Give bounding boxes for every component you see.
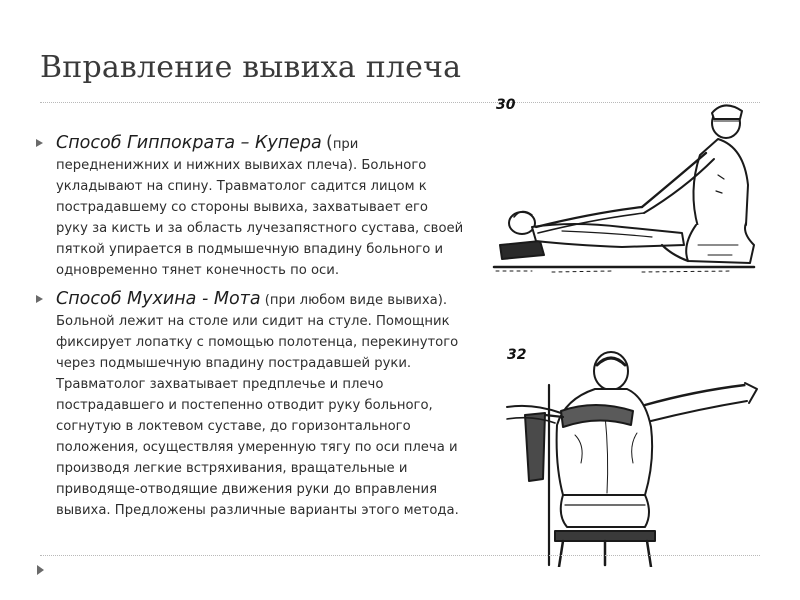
method-hippocrates <box>34 133 464 281</box>
figure-label: 30 <box>496 97 516 113</box>
method-description: (при любом виде вывиха). Больной лежит на столе или сидит на стуле. Помощник фиксирует лопатку с помощью полотенца, перекинутого через подмышечную впадину пострадавшей руки. Травматолог захватывает предплечье и плечо пострадавшего и постепенно отводит руку больного, согнутую в локтевом суставе, до горизонтального положения, осуществляя умеренную тягу по оси плеча и производя легкие встряхивания, вращательные и приводяще-отводящие движения руки до вправления вывиха. Предложены различные варианты этого метода. <box>56 293 459 518</box>
method-list <box>34 133 464 529</box>
figure-30 <box>492 95 762 285</box>
bullet-arrow-icon <box>36 295 43 303</box>
footer-arrow-icon <box>37 565 44 575</box>
method-name: Способ Мухина - Мота <box>56 289 261 309</box>
method-name: Способ Гиппократа – Купера <box>56 133 322 153</box>
paren: ( <box>325 133 333 153</box>
figure-32 <box>505 345 760 567</box>
method-description: при передненижних и нижних вывихах плеча). Больного укладывают на спину. Травматолог садится лицом к пострадавшему со стороны вывиха, захватывает его руку за кисть и за область лучезапястного сустава, своей пяткой упирается в подмышечную впадину больного и одновременно тянет конечность по оси. <box>56 137 464 278</box>
figure-label: 32 <box>507 347 527 363</box>
method-mukhin <box>34 289 464 521</box>
slide-title: Вправление вывиха плеча <box>40 50 462 85</box>
hippocrates-illustration <box>492 95 762 285</box>
footer-divider <box>40 555 760 556</box>
bullet-arrow-icon <box>36 139 43 147</box>
mukhin-illustration <box>505 345 760 567</box>
